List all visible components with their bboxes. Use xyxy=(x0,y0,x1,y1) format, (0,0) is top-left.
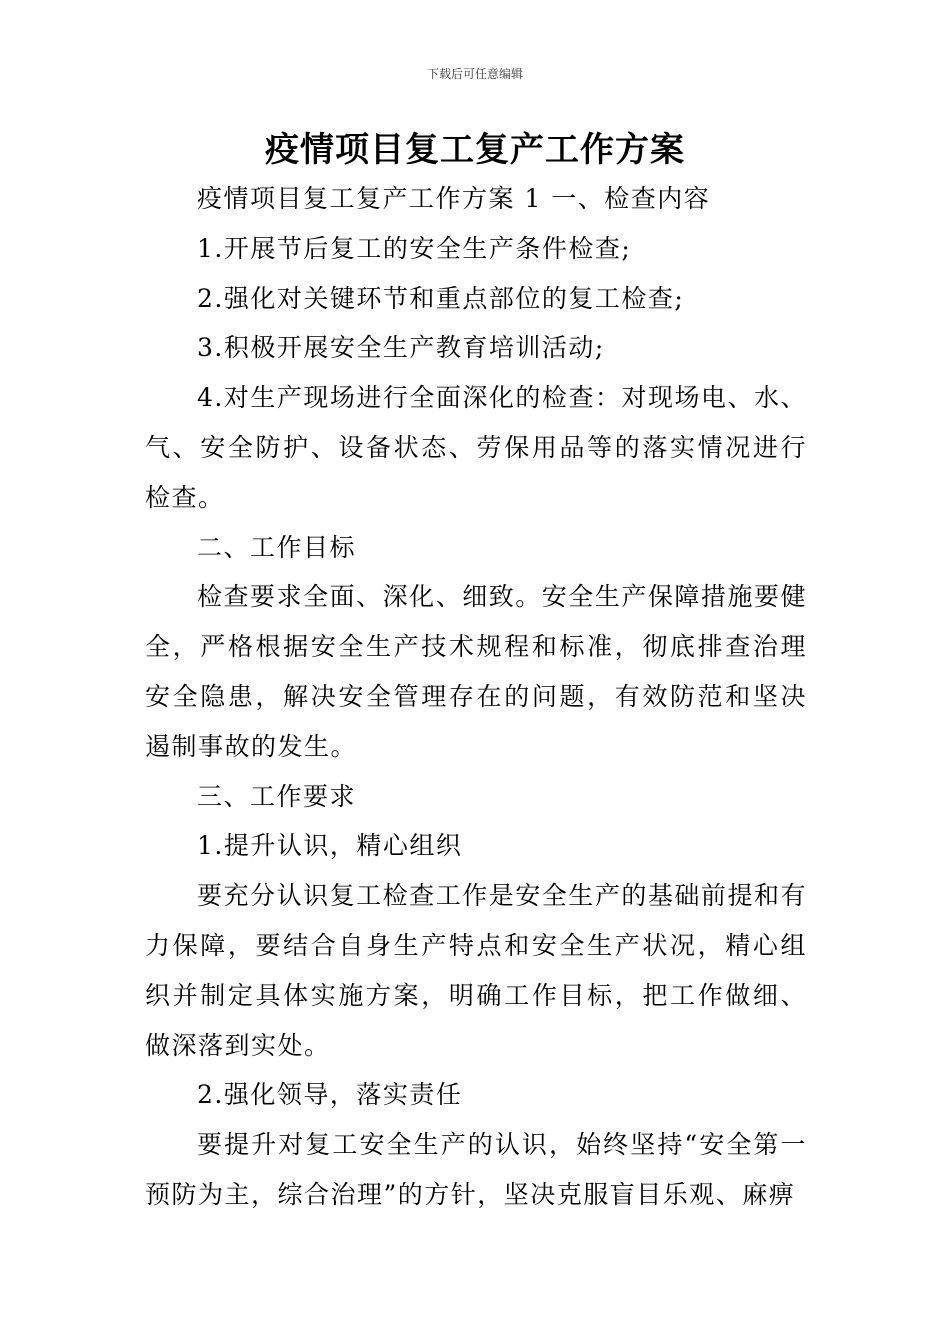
header-note: 下载后可任意编辑 xyxy=(426,67,523,81)
subheading-requirement-1: 1.提升认识，精心组织 xyxy=(197,831,463,861)
section-heading-work-requirements: 三、工作要求 xyxy=(197,781,357,811)
subheading-requirement-2: 2.强化领导，落实责任 xyxy=(197,1080,463,1110)
paragraph-item-4: 4.对生产现场进行全面深化的检查：对现场电、水、气、安全防护、设备状态、劳保用品等的落实情况进行检查。 xyxy=(145,383,807,512)
paragraph-requirement-2: 要提升对复工安全生产的认识，始终坚持“安全第一预防为主，综合治理”的方针，坚决克服盲目乐观、麻痹 xyxy=(145,1130,807,1209)
paragraph-work-goals: 检查要求全面、深化、细致。安全生产保障措施要健全，严格根据安全生产技术规程和标准，彻底排查治理安全隐患，解决安全管理存在的问题，有效防范和坚决遏制事故的发生。 xyxy=(145,582,807,761)
section-heading-work-goals: 二、工作目标 xyxy=(197,532,357,562)
paragraph-item-3: 3.积极开展安全生产教育培训活动; xyxy=(197,333,605,363)
document-title: 疫情项目复工复产工作方案 xyxy=(265,130,685,170)
paragraph-item-1: 1.开展节后复工的安全生产条件检查; xyxy=(197,233,632,263)
paragraph-item-2: 2.强化对关键环节和重点部位的复工检查; xyxy=(197,283,685,313)
document-body xyxy=(145,174,807,1220)
paragraph-requirement-1: 要充分认识复工检查工作是安全生产的基础前提和有力保障，要结合自身生产特点和安全生产状况，精心组织并制定具体实施方案，明确工作目标，把工作做细、做深落到实处。 xyxy=(145,881,807,1060)
paragraph-intro-section-1: 疫情项目复工复产工作方案 1 一、检查内容 xyxy=(197,184,711,213)
